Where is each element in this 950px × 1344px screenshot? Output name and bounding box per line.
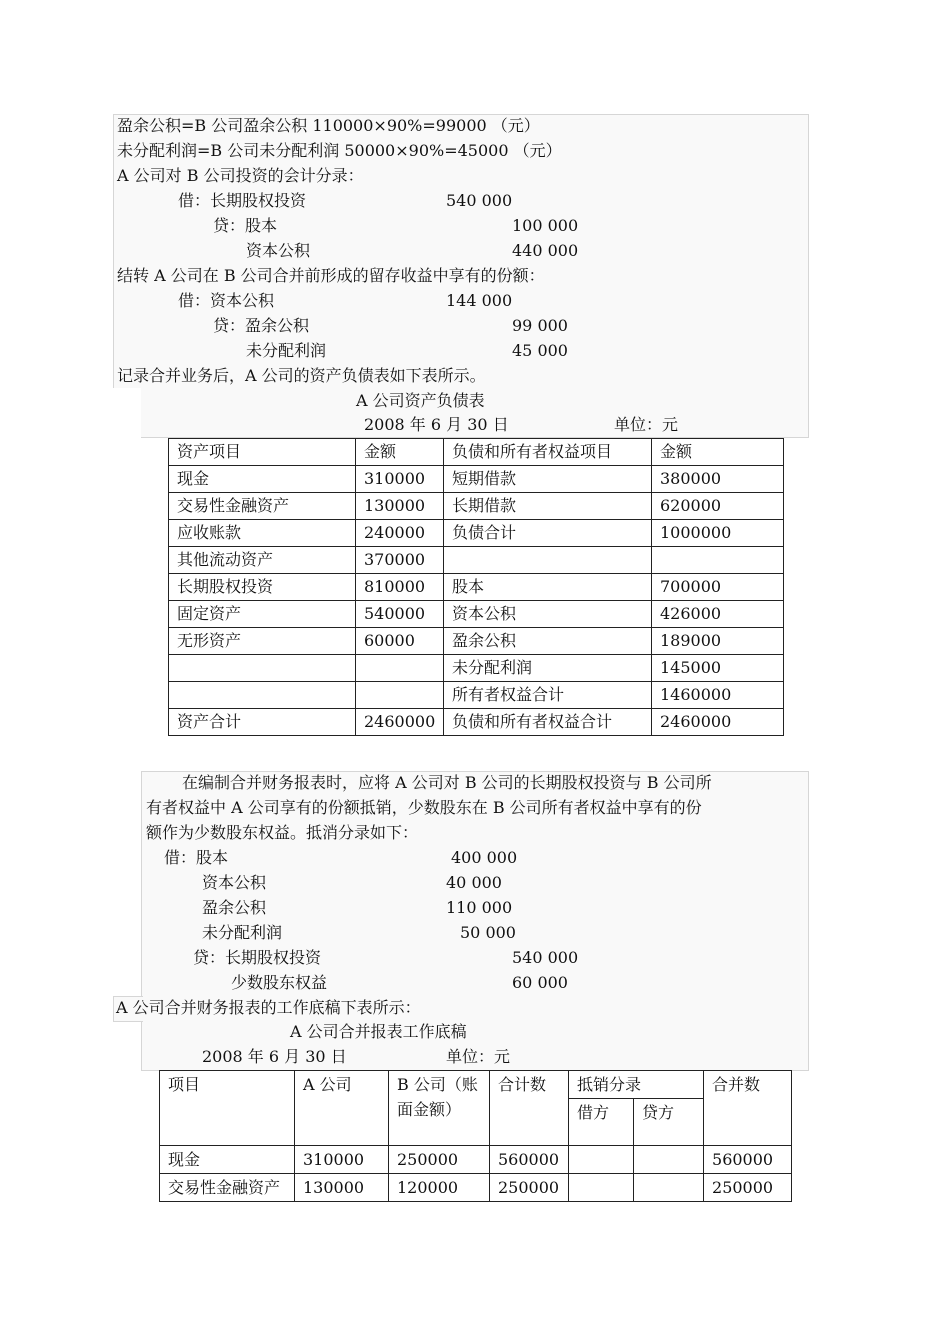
column-header: 项目 (160, 1071, 295, 1146)
table-cell: 资产合计 (169, 709, 356, 736)
table-cell: 250000 (490, 1174, 569, 1202)
entry-amount: 110 000 (446, 898, 513, 917)
column-header: 贷方 (634, 1099, 704, 1146)
table-row (169, 574, 784, 601)
paragraph-line: 在编制合并财务报表时，应将 A 公司对 B 公司的长期股权投资与 B 公司所 (182, 773, 712, 792)
column-header: 抵销分录 (569, 1071, 704, 1099)
table-row (169, 709, 784, 736)
table-cell: 560000 (490, 1146, 569, 1174)
column-header: 金额 (356, 439, 444, 466)
table-cell: 未分配利润 (444, 655, 652, 682)
column-header: 金额 (652, 439, 784, 466)
balance-sheet-table (168, 438, 784, 736)
table-unit: 单位：元 (614, 415, 679, 434)
entry-credit-account: 贷：股本 (213, 216, 278, 235)
table-row (169, 682, 784, 709)
table-row (169, 655, 784, 682)
table-cell: 130000 (295, 1174, 389, 1202)
column-header: B 公司（账面金额） (389, 1071, 490, 1146)
entry-amount: 400 000 (451, 848, 518, 867)
table-cell (634, 1146, 704, 1174)
table-cell: 560000 (704, 1146, 792, 1174)
table-cell: 60000 (356, 628, 444, 655)
table-cell (652, 547, 784, 574)
text-line: 记录合并业务后，A 公司的资产负债表如下表所示。 (117, 366, 486, 385)
entry-credit-account: 贷：长期股权投资 (193, 948, 322, 967)
table-cell (634, 1174, 704, 1202)
table-cell: 交易性金融资产 (160, 1174, 295, 1202)
table-cell: 1460000 (652, 682, 784, 709)
table-cell: 2460000 (356, 709, 444, 736)
text-line: A 公司合并财务报表的工作底稿下表所示： (116, 998, 421, 1017)
entry-credit-account: 少数股东权益 (231, 973, 328, 992)
text-line: 盈余公积=B 公司盈余公积 110000×90%=99000 （元） (117, 116, 540, 135)
table-cell (569, 1174, 634, 1202)
entry-amount: 144 000 (446, 291, 513, 310)
table-cell: 其他流动资产 (169, 547, 356, 574)
table-unit: 单位：元 (446, 1047, 511, 1066)
table-cell: 310000 (295, 1146, 389, 1174)
entry-debit-account: 借：资本公积 (178, 291, 275, 310)
table-cell: 负债和所有者权益合计 (444, 709, 652, 736)
entry-credit-account: 未分配利润 (246, 341, 327, 360)
table-cell: 700000 (652, 574, 784, 601)
table-cell: 长期借款 (444, 493, 652, 520)
entry-credit-account: 资本公积 (246, 241, 311, 260)
section-1-notch (113, 388, 141, 440)
table-cell: 所有者权益合计 (444, 682, 652, 709)
column-header: 负债和所有者权益项目 (444, 439, 652, 466)
entry-debit-account: 借：股本 (164, 848, 229, 867)
text-line: 结转 A 公司在 B 公司合并前形成的留存收益中享有的份额： (117, 266, 545, 285)
text-line: A 公司对 B 公司投资的会计分录： (117, 166, 364, 185)
table-cell: 现金 (169, 466, 356, 493)
table-cell: 固定资产 (169, 601, 356, 628)
table-cell: 股本 (444, 574, 652, 601)
table-cell: 无形资产 (169, 628, 356, 655)
table-cell: 2460000 (652, 709, 784, 736)
table-date: 2008 年 6 月 30 日 (202, 1047, 347, 1066)
entry-amount: 40 000 (446, 873, 502, 892)
column-header: A 公司 (295, 1071, 389, 1146)
table-row (169, 628, 784, 655)
table-cell: 620000 (652, 493, 784, 520)
table-cell (356, 682, 444, 709)
table-cell: 应收账款 (169, 520, 356, 547)
table-cell: 370000 (356, 547, 444, 574)
column-header: 合并数 (704, 1071, 792, 1146)
table-cell: 810000 (356, 574, 444, 601)
table-cell: 现金 (160, 1146, 295, 1174)
table-header-row (169, 439, 784, 466)
table-cell: 426000 (652, 601, 784, 628)
column-header: 借方 (569, 1099, 634, 1146)
table-cell: 资本公积 (444, 601, 652, 628)
column-header: 资产项目 (169, 439, 356, 466)
entry-debit-account: 资本公积 (202, 873, 267, 892)
paragraph-line: 额作为少数股东权益。抵消分录如下： (146, 823, 419, 842)
table-cell (569, 1146, 634, 1174)
table-cell: 240000 (356, 520, 444, 547)
table-cell: 250000 (389, 1146, 490, 1174)
table-cell: 长期股权投资 (169, 574, 356, 601)
entry-debit-account: 借：长期股权投资 (178, 191, 307, 210)
table-cell (444, 547, 652, 574)
entry-amount: 45 000 (512, 341, 568, 360)
table-row (169, 520, 784, 547)
table-cell: 130000 (356, 493, 444, 520)
entry-debit-account: 未分配利润 (202, 923, 283, 942)
table-cell (169, 682, 356, 709)
entry-amount: 100 000 (512, 216, 579, 235)
table-row (160, 1174, 792, 1202)
table-cell (356, 655, 444, 682)
table-header-row (160, 1071, 792, 1099)
table-cell: 120000 (389, 1174, 490, 1202)
table-row (169, 493, 784, 520)
table-cell: 负债合计 (444, 520, 652, 547)
table-row (169, 466, 784, 493)
table-cell: 短期借款 (444, 466, 652, 493)
text-line: 未分配利润=B 公司未分配利润 50000×90%=45000 （元） (117, 141, 562, 160)
table-row (169, 547, 784, 574)
entry-amount: 50 000 (460, 923, 516, 942)
entry-amount: 540 000 (446, 191, 513, 210)
table-cell: 189000 (652, 628, 784, 655)
entry-amount: 60 000 (512, 973, 568, 992)
paragraph-line: 有者权益中 A 公司享有的份额抵销，少数股东在 B 公司所有者权益中享有的份 (146, 798, 702, 817)
consolidation-worksheet-table (159, 1070, 792, 1202)
table-cell: 1000000 (652, 520, 784, 547)
table-cell: 145000 (652, 655, 784, 682)
entry-amount: 540 000 (512, 948, 579, 967)
entry-credit-account: 贷：盈余公积 (213, 316, 310, 335)
table-cell (169, 655, 356, 682)
table-cell: 盈余公积 (444, 628, 652, 655)
table-row (160, 1146, 792, 1174)
table-cell: 250000 (704, 1174, 792, 1202)
table-cell: 310000 (356, 466, 444, 493)
table-title: A 公司资产负债表 (356, 391, 485, 410)
table-row (169, 601, 784, 628)
entry-amount: 99 000 (512, 316, 568, 335)
table-cell: 交易性金融资产 (169, 493, 356, 520)
entry-debit-account: 盈余公积 (202, 898, 267, 917)
table-cell: 540000 (356, 601, 444, 628)
table-date: 2008 年 6 月 30 日 (364, 415, 509, 434)
column-header: 合计数 (490, 1071, 569, 1146)
table-title: A 公司合并报表工作底稿 (290, 1022, 467, 1041)
table-cell: 380000 (652, 466, 784, 493)
entry-amount: 440 000 (512, 241, 579, 260)
